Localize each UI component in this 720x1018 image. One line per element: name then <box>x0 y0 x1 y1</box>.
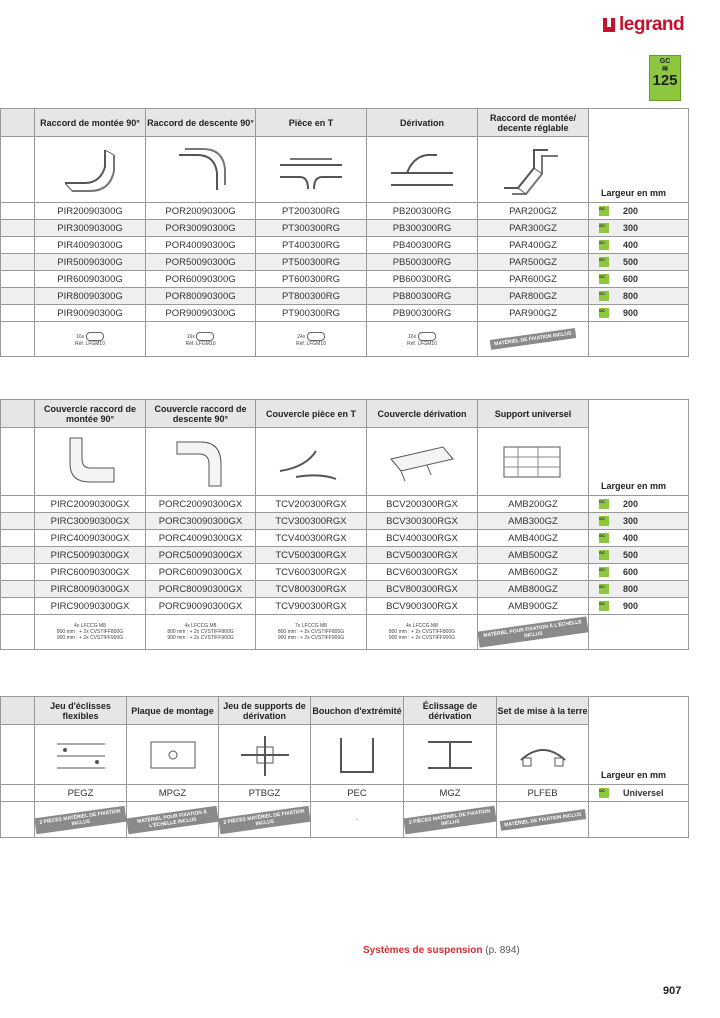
ref-cell: BCV500300RGX <box>367 547 478 564</box>
accessory-qty: 16x <box>76 333 85 340</box>
ref-cell: AMB200GZ <box>478 496 589 513</box>
accessory-ref: Réf. LFGM10 <box>185 340 216 347</box>
stamp-cell <box>127 802 219 838</box>
ref-cell: PIR60090300G <box>35 271 146 288</box>
gc-small-icon: GC <box>599 308 609 318</box>
included-stamp: MATÉRIEL POUR FIXATION À L'ÉCHELLE INCLUS <box>126 805 218 834</box>
product-image <box>35 428 146 496</box>
empty-cell <box>1 598 35 615</box>
size-cell <box>589 305 689 322</box>
empty-cell <box>1 254 35 271</box>
size-value: 500 <box>623 256 639 267</box>
ref-cell: POR90090300G <box>146 305 256 322</box>
screw-icon <box>418 332 436 341</box>
ref-cell: BCV200300RGX <box>367 496 478 513</box>
stamp-cell <box>497 802 589 838</box>
ref-cell: PIR20090300G <box>35 203 146 220</box>
size-value: 800 <box>623 583 639 594</box>
corner-cell <box>1 697 35 725</box>
accessory-cell <box>256 322 367 357</box>
gc-small-icon: GC <box>599 533 609 543</box>
gc-small-icon: GC <box>599 788 609 798</box>
table-row <box>1 598 689 615</box>
ref-cell: PAR200GZ <box>478 203 589 220</box>
empty-cell <box>1 564 35 581</box>
included-stamp: MATÉRIEL DE FIXATION INCLUS <box>499 809 585 831</box>
ref-cell: PORC50090300GX <box>146 547 256 564</box>
ref-cell: PB200300RG <box>367 203 478 220</box>
ref-cell: PAR300GZ <box>478 220 589 237</box>
ref-cell: PT400300RG <box>256 237 367 254</box>
empty-cell <box>589 615 689 650</box>
ref-cell: PEGZ <box>35 785 127 802</box>
ref-cell: PIRC60090300GX <box>35 564 146 581</box>
legrand-logo-mark <box>603 18 615 32</box>
footer-ref: (p. 894) <box>485 945 520 956</box>
legrand-wordmark: legrand <box>619 14 685 35</box>
empty-cell <box>1 725 35 785</box>
empty-cell <box>1 271 35 288</box>
ref-cell: BCV300300RGX <box>367 513 478 530</box>
ref-cell: POR50090300G <box>146 254 256 271</box>
accessory-cell <box>256 615 367 650</box>
product-image <box>256 428 367 496</box>
size-cell <box>589 547 689 564</box>
ref-cell: TCV500300RGX <box>256 547 367 564</box>
gc-small-icon: GC <box>599 584 609 594</box>
gc-small-icon: GC <box>599 499 609 509</box>
gc-small-icon: GC <box>599 240 609 250</box>
included-stamp: MATÉRIEL POUR FIXATION À L'ÉCHELLE INCLUS <box>477 616 588 647</box>
included-stamp: MATÉRIEL DE FIXATION INCLUS <box>490 328 576 350</box>
ref-cell: AMB300GZ <box>478 513 589 530</box>
accessory-line: 900 mm : + 2x CVSTIFF900G <box>277 635 345 641</box>
table-body <box>1 203 689 322</box>
size-cell <box>589 785 689 802</box>
empty-cell <box>1 785 35 802</box>
ref-cell: POR30090300G <box>146 220 256 237</box>
ref-cell: PB600300RG <box>367 271 478 288</box>
screw-icon <box>196 332 214 341</box>
product-image <box>478 428 589 496</box>
empty-cell <box>1 581 35 598</box>
column-header: Support universel <box>478 400 589 428</box>
column-header: Jeu d'éclisses flexibles <box>35 697 127 725</box>
gc-small-icon: GC <box>599 291 609 301</box>
empty-cell <box>1 615 35 650</box>
screw-icon <box>307 332 325 341</box>
largeur-label: Largeur en mm <box>589 697 689 785</box>
accessory-line: 800 mm : + 2x CVSTIFF800G <box>277 629 345 635</box>
ref-cell: PLFEB <box>497 785 589 802</box>
stamp-cell <box>478 322 589 357</box>
product-image <box>311 725 404 785</box>
gc-small-icon: GC <box>599 550 609 560</box>
largeur-label: Largeur en mm <box>589 400 689 496</box>
size-value: 300 <box>623 222 639 233</box>
accessory-ref: Réf. LFGM10 <box>74 340 105 347</box>
accessory-row <box>1 322 689 357</box>
empty-cell <box>589 322 689 357</box>
size-value: 400 <box>623 532 639 543</box>
table-body <box>1 496 689 615</box>
accessory-line: 4x LFCCG M8 <box>406 623 438 629</box>
accessory-line: 800 mm : + 2x CVSTIFF800G <box>56 629 124 635</box>
ref-cell: PIRC40090300GX <box>35 530 146 547</box>
table-row <box>1 220 689 237</box>
product-image <box>367 428 478 496</box>
column-header: Éclissage de dérivation <box>404 697 497 725</box>
size-cell <box>589 271 689 288</box>
column-header: Couvercle pièce en T <box>256 400 367 428</box>
ref-cell: PAR400GZ <box>478 237 589 254</box>
product-image <box>404 725 497 785</box>
size-cell <box>589 220 689 237</box>
size-value: 200 <box>623 498 639 509</box>
product-image <box>35 137 146 203</box>
ref-cell: MPGZ <box>127 785 219 802</box>
ref-cell: PB500300RG <box>367 254 478 271</box>
accessory-cell <box>146 615 256 650</box>
product-image <box>497 725 589 785</box>
ref-cell: PORC30090300GX <box>146 513 256 530</box>
page-number: 907 <box>663 985 682 997</box>
product-image <box>367 137 478 203</box>
table-row <box>1 581 689 598</box>
accessory-cell <box>367 615 478 650</box>
size-value: 800 <box>623 290 639 301</box>
ref-cell: POR60090300G <box>146 271 256 288</box>
product-image <box>256 137 367 203</box>
accessory-row <box>1 802 689 838</box>
accessory-cell <box>367 322 478 357</box>
footer-text: Systèmes de suspension <box>363 945 483 956</box>
table-accessories <box>0 696 689 838</box>
empty-cell <box>1 203 35 220</box>
ref-cell: AMB500GZ <box>478 547 589 564</box>
ref-cell: TCV900300RGX <box>256 598 367 615</box>
size-value: 200 <box>623 205 639 216</box>
gc-small-icon: GC <box>599 206 609 216</box>
table-row <box>1 547 689 564</box>
empty-cell <box>1 305 35 322</box>
ref-cell: PEC <box>311 785 404 802</box>
heat-wave-icon: ≋ <box>661 64 669 73</box>
accessory-line: 800 mm : + 2x CVSTIFF800G <box>388 629 456 635</box>
column-header: Raccord de montée/ decente réglable <box>478 109 589 137</box>
gc-small-icon: GC <box>599 567 609 577</box>
column-header: Jeu de supports de dérivation <box>219 697 311 725</box>
ref-cell: AMB800GZ <box>478 581 589 598</box>
accessory-qty: 16x <box>408 333 417 340</box>
size-cell <box>589 288 689 305</box>
empty-cell <box>1 220 35 237</box>
ref-cell: PTBGZ <box>219 785 311 802</box>
table-row <box>1 785 689 802</box>
column-header: Bouchon d'extrémité <box>311 697 404 725</box>
ref-cell: AMB600GZ <box>478 564 589 581</box>
accessory-row <box>1 615 689 650</box>
table-row <box>1 496 689 513</box>
column-header: Pièce en T <box>256 109 367 137</box>
ref-cell: TCV300300RGX <box>256 513 367 530</box>
legrand-logo <box>603 14 684 36</box>
ref-cell: PB800300RG <box>367 288 478 305</box>
gc-value: 125 <box>652 72 678 89</box>
ref-cell: PORC80090300GX <box>146 581 256 598</box>
ref-cell: PB400300RG <box>367 237 478 254</box>
ref-cell: BCV800300RGX <box>367 581 478 598</box>
size-value: Universel <box>623 787 664 798</box>
accessory-line: 900 mm : + 2x CVSTIFF900G <box>388 635 456 641</box>
gc-small-icon: GC <box>599 274 609 284</box>
size-cell <box>589 496 689 513</box>
ref-cell: AMB400GZ <box>478 530 589 547</box>
corner-cell <box>1 109 35 137</box>
size-cell <box>589 254 689 271</box>
size-value: 600 <box>623 566 639 577</box>
included-stamp: 2 PIÈCES MATÉRIEL DE FIXATION INCLUS <box>218 805 310 834</box>
accessory-line: 7x LFCCG M8 <box>295 623 327 629</box>
ref-cell: MGZ <box>404 785 497 802</box>
ref-cell: TCV400300RGX <box>256 530 367 547</box>
accessory-line: 900 mm : + 2x CVSTIFF900G <box>167 635 234 641</box>
size-cell <box>589 530 689 547</box>
stamp-cell <box>219 802 311 838</box>
footer-link[interactable] <box>363 945 520 956</box>
product-image <box>127 725 219 785</box>
stamp-cell <box>35 802 127 838</box>
gc-small-icon: GC <box>599 601 609 611</box>
column-header: Couvercle raccord de montée 90° <box>35 400 146 428</box>
table-fittings <box>0 108 689 357</box>
ref-cell: PIRC90090300GX <box>35 598 146 615</box>
ref-cell: BCV600300RGX <box>367 564 478 581</box>
empty-cell <box>1 802 35 838</box>
product-image <box>35 725 127 785</box>
ref-cell: TCV600300RGX <box>256 564 367 581</box>
column-header: Couvercle dérivation <box>367 400 478 428</box>
ref-cell: TCV200300RGX <box>256 496 367 513</box>
ref-cell: PAR900GZ <box>478 305 589 322</box>
empty-cell <box>1 288 35 305</box>
empty-cell <box>1 428 35 496</box>
accessory-line: 900 mm : + 2x CVSTIFF900G <box>56 635 124 641</box>
table-row <box>1 564 689 581</box>
size-cell <box>589 513 689 530</box>
ref-cell: AMB900GZ <box>478 598 589 615</box>
ref-cell: POR40090300G <box>146 237 256 254</box>
ref-cell: PAR800GZ <box>478 288 589 305</box>
gc-label: GC <box>659 58 671 65</box>
ref-cell: PORC90090300GX <box>146 598 256 615</box>
gc-small-icon: GC <box>599 223 609 233</box>
ref-cell: PIR30090300G <box>35 220 146 237</box>
gc-small-icon: GC <box>599 516 609 526</box>
empty-cell <box>1 513 35 530</box>
ref-cell: PIR40090300G <box>35 237 146 254</box>
accessory-cell <box>35 615 146 650</box>
ref-cell: PT800300RG <box>256 288 367 305</box>
empty-cell <box>1 547 35 564</box>
ref-cell: PORC60090300GX <box>146 564 256 581</box>
gc-small-icon: GC <box>599 257 609 267</box>
stamp-cell <box>311 802 404 838</box>
size-cell <box>589 564 689 581</box>
ref-cell: PIR50090300G <box>35 254 146 271</box>
accessory-line: 800 mm : + 2x CVSTIFF800G <box>167 629 234 635</box>
column-header: Raccord de montée 90° <box>35 109 146 137</box>
column-header: Dérivation <box>367 109 478 137</box>
table-row <box>1 203 689 220</box>
empty-cell <box>1 530 35 547</box>
size-value: 500 <box>623 549 639 560</box>
empty-cell <box>1 237 35 254</box>
size-cell <box>589 203 689 220</box>
stamp-cell <box>404 802 497 838</box>
ref-cell: PIR90090300G <box>35 305 146 322</box>
included-stamp: 2 PIÈCES MATÉRIEL DE FIXATION INCLUS <box>403 805 496 834</box>
ref-cell: PB900300RG <box>367 305 478 322</box>
empty-cell <box>1 322 35 357</box>
size-value: 400 <box>623 239 639 250</box>
column-header: Couvercle raccord de descente 90° <box>146 400 256 428</box>
ref-cell: POR80090300G <box>146 288 256 305</box>
corner-cell <box>1 400 35 428</box>
empty-cell <box>1 496 35 513</box>
table-row <box>1 288 689 305</box>
ref-cell: POR20090300G <box>146 203 256 220</box>
column-header: Plaque de montage <box>127 697 219 725</box>
included-stamp: 2 PIÈCES MATÉRIEL DE FIXATION INCLUS <box>34 805 126 834</box>
size-value: 900 <box>623 600 639 611</box>
size-cell <box>589 581 689 598</box>
ref-cell: PAR500GZ <box>478 254 589 271</box>
ref-cell: PORC40090300GX <box>146 530 256 547</box>
product-image <box>478 137 589 203</box>
ref-cell: PORC20090300GX <box>146 496 256 513</box>
table-row <box>1 305 689 322</box>
ref-cell: BCV900300RGX <box>367 598 478 615</box>
size-cell <box>589 237 689 254</box>
stamp-cell <box>478 615 589 650</box>
ref-cell: BCV400300RGX <box>367 530 478 547</box>
ref-cell: PIRC30090300GX <box>35 513 146 530</box>
ref-cell: PIR80090300G <box>35 288 146 305</box>
table-row <box>1 271 689 288</box>
size-value: 300 <box>623 515 639 526</box>
ref-cell: PIRC50090300GX <box>35 547 146 564</box>
ref-cell: PT600300RG <box>256 271 367 288</box>
column-header: Set de mise à la terre <box>497 697 589 725</box>
product-image <box>146 137 256 203</box>
accessory-qty: 24x <box>297 333 306 340</box>
empty-cell <box>1 137 35 203</box>
product-image <box>146 428 256 496</box>
ref-cell: PT300300RG <box>256 220 367 237</box>
size-cell <box>589 598 689 615</box>
ref-cell: PIRC20090300GX <box>35 496 146 513</box>
ref-cell: PT500300RG <box>256 254 367 271</box>
accessory-line: 4x LFCCG M8 <box>74 623 106 629</box>
accessory-ref: Réf. LFGM10 <box>406 340 437 347</box>
accessory-line: 4x LFCCG M8 <box>184 623 217 629</box>
ref-cell: PAR600GZ <box>478 271 589 288</box>
size-value: 900 <box>623 307 639 318</box>
screw-icon <box>86 332 104 341</box>
largeur-label: Largeur en mm <box>589 109 689 203</box>
accessory-ref: Réf. LFGM10 <box>295 340 326 347</box>
ref-cell: PT200300RG <box>256 203 367 220</box>
accessory-cell <box>35 322 146 357</box>
accessory-cell <box>146 322 256 357</box>
ref-cell: TCV800300RGX <box>256 581 367 598</box>
table-row <box>1 254 689 271</box>
table-row <box>1 530 689 547</box>
accessory-qty: 16x <box>186 333 195 340</box>
ref-cell: PB300300RG <box>367 220 478 237</box>
table-covers <box>0 399 689 650</box>
gc-125-badge <box>649 55 681 101</box>
product-image <box>219 725 311 785</box>
dash: - <box>356 816 358 823</box>
size-value: 600 <box>623 273 639 284</box>
table-row <box>1 237 689 254</box>
ref-cell: PIRC80090300GX <box>35 581 146 598</box>
empty-cell <box>589 802 689 838</box>
table-row <box>1 513 689 530</box>
ref-cell: PT900300RG <box>256 305 367 322</box>
column-header: Raccord de descente 90° <box>146 109 256 137</box>
